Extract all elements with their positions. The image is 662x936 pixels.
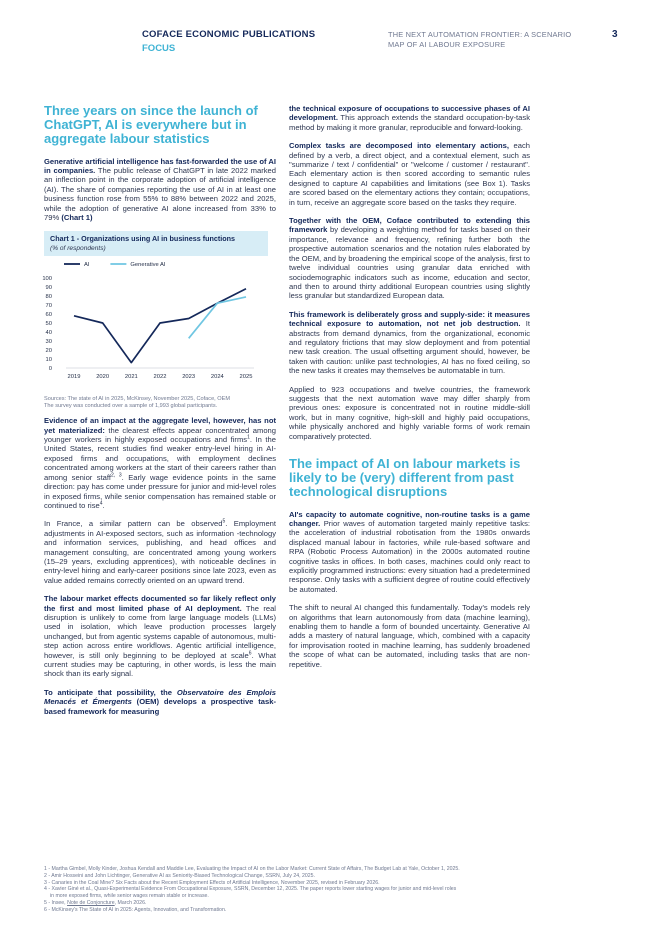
footnote-ref: 4 (99, 500, 103, 507)
paragraph (44, 688, 276, 716)
right-column (289, 104, 530, 678)
section-heading: Three years on since the launch of ChatGPT, AI is everywhere but in aggregate labour statistics (44, 103, 258, 147)
x-tick-label: 2020 (96, 374, 110, 381)
chart-1 (44, 231, 276, 410)
footnote: 2 - Amir Hosseini and John Lichtinger, Generative AI as Seniority-Biased Technological Change, SSRN, July 24, 2025. (44, 872, 315, 879)
chart-subtitle: (% of respondents) (50, 245, 106, 253)
x-tick-label: 2025 (239, 374, 253, 381)
y-tick-label: 40 (45, 330, 52, 337)
lead-bold: the technical exposure of occupations to successive phases of AI development. (289, 104, 530, 123)
section-label: FOCUS (142, 43, 176, 54)
paragraph-text: . (102, 500, 105, 510)
footnote-link[interactable]: Note de Conjoncture (67, 899, 115, 906)
paragraph-text: The shift to neural AI changed this fundamentally. Today's models rely on algorithms that learn autonomously from data (machine learning), enabling them to handle a form of bounded uncertainty. Generative AI adds a mastery of natural language, which, combined with a capacity for improvisation rooted in machine learning, has suddenly broadened the scope of what can be automated, including tasks that are non-repetitive. (289, 603, 530, 669)
chart-sample-note: The survey was conducted over a sample of 1,993 global participants. (44, 403, 218, 410)
footnote (44, 900, 544, 907)
paragraph-text: The real disruption is unlikely to come from large language models (LLMs) used in isolation, which leave production processes largely unchanged, but from agentic systems capable of autonomous, multi-step action across entire workflows. Agentic artificial intelligence, however, is still only beginning to be deployed at scale (44, 603, 276, 660)
paragraph (289, 216, 530, 301)
intro-paragraph (44, 157, 276, 223)
paragraph-text: by developing a weighting method for tasks based on their importance, relevance and frequency, refining further both the prospective automation scenarios and the notation rules elaborated by the OEM, and by broadening the empirical scope of the analysis, first to twelve individual countries using granular data enriched with sociodemographic indicators such as income, education and sector, and then to around thirty additional European countries using slightly less granular but standardized European data. (289, 225, 530, 301)
series-line-generative-ai (189, 297, 246, 338)
chart-source-line: Sources: The state of AI in 2025, McKinsey, November 2025, Coface, OEM (44, 395, 231, 402)
footnote-text: , March 2026. (114, 899, 147, 906)
lead-bold: Generative artificial intelligence has fast-forwarded the use of AI in companies. (44, 156, 276, 176)
y-tick-label: 60 (45, 312, 52, 319)
chart-source (44, 396, 276, 410)
paragraph (44, 594, 276, 679)
lead-bold: The labour market effects documented so far likely reflect only the first and most limited phase of AI deployment. (44, 594, 276, 613)
paragraph (289, 310, 530, 376)
x-tick-label: 2019 (67, 374, 81, 381)
footnote-ref: 5 (222, 518, 226, 525)
section-heading: The impact of AI on labour markets is likely to be (very) different from past technological disruptions (289, 456, 521, 500)
y-tick-label: 50 (45, 321, 52, 328)
y-tick-label: 70 (45, 303, 52, 310)
x-tick-label: 2022 (153, 374, 167, 381)
x-tick-label: 2024 (210, 374, 224, 381)
left-column (44, 104, 276, 725)
lead-bold: AI's capacity to automate cognitive, non-routine tasks is a game changer. (289, 509, 530, 529)
page-number: 3 (612, 29, 618, 40)
paragraph (44, 416, 276, 510)
paragraph (289, 141, 530, 207)
paragraph (44, 519, 276, 585)
legend-label: Generative AI (130, 262, 166, 269)
footnotes (44, 866, 544, 914)
paragraph-text: . In the United States, recent studies find weaker entry-level hiring in AI-exposed firms and occupations, with employment declines concentrated among workers at the start of their careers rather than among senior staff (44, 435, 276, 482)
x-tick-label: 2023 (182, 374, 196, 381)
chart-title (44, 231, 268, 256)
paragraph-text: It abstracts from demand dynamics, from the organizational, economic and regulatory frictions that may slow deployment and from potential new task creation. The usual offsetting argument should, however, be taken with caution: unlike past technologies, AI has no fixed ceiling, so the new tasks it creates may themselves be automatable in turn. (289, 319, 530, 376)
lead-bold: To anticipate that possibility, the (44, 687, 177, 697)
lead-bold: (OEM) develops a prospective task-based framework for measuring (44, 697, 276, 716)
lead-bold: Evidence of an impact at the aggregate level, however, has not yet materialized: (44, 416, 276, 435)
footnote: 6 - McKinsey's The State of AI in 2025: Agents, Innovation, and Transformation. (44, 906, 227, 913)
paragraph-text: In France, a similar pattern can be observed (44, 519, 223, 529)
footnote: 4 - Xavier Giné et al., Quasi-Experimental Evidence From Occupational Exposure, SSRN, December 12, 2025. The paper reports lower starting wages for junior and mid-level roles (44, 886, 457, 893)
chart-reference: (Chart 1) (61, 213, 93, 223)
paragraph (289, 104, 530, 132)
footnote-text: 5 - Insee, (44, 899, 68, 906)
document-title: THE NEXT AUTOMATION FRONTIER: A SCENARIO MAP OF AI LABOUR EXPOSURE (388, 30, 572, 49)
y-tick-label: 20 (45, 348, 52, 355)
paragraph-text: . Early wage evidence points in the same direction: pay has come under pressure for junior and mid-level roles in exposed firms, while senior compensation has remained stable or continued to rise (44, 472, 276, 510)
paragraph-text: each defined by a verb, a direct object, and a contextual element, such as "summarize / text / confidential" or "welcome / customer / restaurant". Each elementary action is then scored according to semantic rules designed to capture AI capabilities and limitations (see Box 1). Tasks are scored based on the elementary actions they contain; occupations, in turn, receive an aggregate score based on the tasks they require. (289, 141, 531, 207)
paragraph (289, 510, 530, 595)
paragraph-text: . What current studies may be capturing, in other words, is less the main shock than its early signal. (44, 650, 276, 679)
y-tick-label: 30 (45, 339, 52, 346)
paragraph (289, 603, 530, 669)
y-tick-label: 10 (45, 357, 52, 364)
y-tick-label: 100 (42, 276, 52, 283)
footnote-ref: 1 (247, 434, 250, 441)
paragraph-text: Applied to 923 occupations and twelve countries, the framework suggests that the next automation wave may differ sharply from previous ones: exposure is concentrated not in routine middle-skill work, but in many cognitive, high-skill and highly paid occupations, while physically anchored and highly variable forms of work remain comparatively protected. (289, 384, 530, 441)
x-tick-label: 2021 (124, 374, 138, 381)
y-tick-label: 0 (48, 366, 52, 373)
footnote-ref: 6 (248, 650, 252, 657)
publication-name: COFACE ECONOMIC PUBLICATIONS (142, 29, 316, 40)
footnote-ref: 2, 3 (111, 472, 122, 479)
lead-bold: This framework is deliberately gross and supply-side: it measures technical exposure to automation, not net job destruction. (289, 309, 530, 329)
legend-label: AI (84, 262, 90, 269)
lead-bold: Complex tasks are decomposed into elementary actions, (289, 141, 509, 151)
chart-plot (44, 256, 264, 391)
chart-title-text: Chart 1 - Organizations using AI in business functions (50, 234, 236, 244)
y-tick-label: 80 (45, 294, 52, 301)
series-line-ai (74, 289, 246, 363)
paragraph-text: The public release of ChatGPT in late 2022 marked an inflection point in the corporate adoption of artificial intelligence (AI). The share of companies reporting the use of AI in at least one business function rose from 55% to 88% between 2022 and 2025, while the adoption of generative AI alone increased from 33% to 79% (44, 166, 277, 223)
organization-name: Observatoire des Emplois Menacés et Émergents (44, 687, 276, 707)
paragraph-text: . Employment adjustments in AI-exposed sectors, such as information -technology and information services, publishing, and head offices and management consulting, are concentrated among young workers (15–29 years, excluding apprentices), with noticeable declines in entry-level hiring and early-career positions since late 2023, even as value added remains correctly oriented on an upward trend. (44, 519, 276, 585)
lead-bold: Together with the OEM, Coface contributed to extending this framework (289, 216, 530, 235)
footnote: 1 - Martha Gimbel, Molly Kinder, Joshua Kendall and Maddie Lee, Evaluating the Impact of AI on the Labor Market: Current State of Affairs, The Budget Lab at Yale, October 1, 2025. (44, 866, 460, 872)
paragraph-text: the clearest effects appear concentrated among younger workers in highly exposed occupations and firms (44, 425, 276, 445)
paragraph-text: This approach extends the standard occupation-by-task method by making it more granular, reproducible and forward-looking. (289, 113, 530, 132)
footnote-continued: in more exposed firms, while senior wages remain stable or increase. (50, 893, 209, 900)
paragraph-text: Prior waves of automation targeted mainly repetitive tasks: the acceleration of industrial robotisation from the 1980s onwards displaced manual labour in factories, while rule-based software and RPA (Robotic Process Automation) in the 2000s automated routine cognitive tasks in offices. In both cases, machines could only react to explicitly programmed instructions: every situation had a predetermined response. Only tasks with a sufficient degree of routine could effectively be automated. (289, 519, 530, 594)
y-tick-label: 90 (45, 285, 52, 292)
paragraph (289, 385, 530, 441)
footnote: 3 - Canaries in the Coal Mine? Six Facts about the Recent Employment Effects of Artificial Intelligence, November 2025, revised in February 2026. (44, 879, 380, 886)
